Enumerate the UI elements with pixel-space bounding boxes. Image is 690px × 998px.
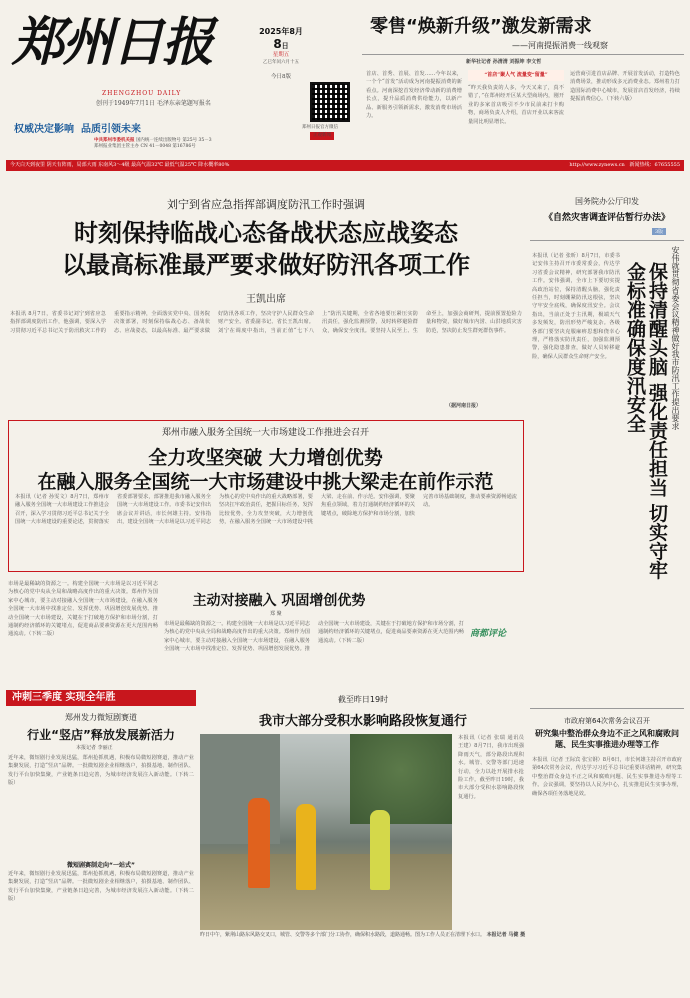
weather-strip [6, 160, 684, 171]
worker-figure-3 [370, 810, 390, 890]
cn-number: CN 41－0048 [140, 144, 171, 149]
top-story-subtitle: ——河南提振消费一线观察 [512, 41, 608, 50]
qr-caption-2: 正观新闻 [310, 132, 334, 140]
sidebar-vertical-title[interactable]: 保持清醒头脑 强化责任担当 切实守牢金标准确保度汛安全 [624, 262, 668, 580]
top-story-byline: 新华社记者 孙清清 刘振坤 李文哲 [466, 59, 542, 65]
founded-text [96, 100, 211, 108]
left-bottom-byline: 本报记者 李丽正 [76, 745, 113, 751]
date-year-month: 2025年8月 [259, 27, 303, 36]
wechat-qr[interactable] [310, 82, 350, 122]
founded-date: 创刊于1949年7月1日 [96, 100, 155, 107]
top-story-box: “首店”聚人气 流量变“留量” [468, 70, 564, 81]
qr-caption: 郑州日报官方微信 [302, 125, 338, 130]
website-link[interactable]: http://www.zynews.cn [569, 162, 625, 168]
story-2-kicker: 郑州市融入服务全国统一大市场建设工作推进会召开 [161, 428, 369, 438]
story-1-title-1[interactable]: 时刻保持临战心态备战状态应战姿态 [74, 219, 458, 247]
slogan-left: 权威决定影响 [14, 124, 74, 135]
story-2-box [8, 420, 524, 572]
divider [362, 54, 684, 55]
left-bottom-banner: 冲刺三季度 实现全年胜 [6, 690, 196, 706]
editorial-title[interactable]: 主动对接融入 巩固增创优势 [192, 593, 366, 609]
date-day: 8日 [273, 37, 289, 51]
photo-water [200, 854, 452, 930]
cn-label: 国内统一连续出版物号 [135, 138, 181, 143]
slogan-right: 品质引领未来 [80, 124, 141, 135]
photo-story-body: 本报讯（记者 张瑞 通讯员 王建）8月7日，我市出现强降雨天气，部分路段出现积水。城管、交警等部门迅速行动，全力以赴开展排水抢险工作。截至昨日19时，我市大部分受积水影响路段恢复通行。 [458, 735, 524, 800]
left-bottom-sub: 微短剧赛制走向“一站式” [67, 862, 135, 869]
issue-no-2: 第16786号 [172, 144, 196, 149]
story-1-body: 本报讯 8月7日，省委书记刘宁到省应急指挥部调度防汛工作，他强调，要深入学习贯彻习近平总书记关于防汛救灾工作的重要指示精神，全面落实党中央、国务院决策部署，时刻保持临战心态、备战状态、应战姿态，以最高标准、最严要求做好防汛各项工作，坚决守护人民群众生命财产安全。省委副书记、省长王凯出席。刘宁在调度中指出，当前正值“七下八上”防汛关键期，全省各地要压紧压实防汛责任，强化监测预警，及时转移避险群众，确保安全度汛。要坚持人民至上、生命至上，加强会商研判，提前预置抢险力量和物资，做好城市内涝、山洪地质灾害防范，坚决防止发生群死群伤事件。 [10, 311, 522, 334]
top-story-title[interactable]: 零售“焕新升级”激发新需求 [370, 16, 592, 37]
top-story [362, 6, 684, 156]
left-bottom-body: 近年来，微短剧行业发展迅猛，郑州抢抓机遇，积极布局微短剧赛道，推动产业集聚发展，打造“竖店”品牌。一批微短剧企业相继落户，拍摄基地、制作团队、发行平台加快集聚，产业链条日趋完善，为城市经济发展注入新动能。（下转二版） [8, 755, 194, 787]
editorial-body-left: 市场是最稀缺的资源之一。构建全国统一大市场是以习近平同志为核心的党中央从全局和战略高度作出的重大决策。郑州作为国家中心城市，要主动对接融入全国统一大市场建设，在融入服务全国统一大市场中找准定位、发挥优势、巩固增创发展优势。推动全国统一大市场建设，关键在于打破地方保护和市场分割，打通制约经济循环的关键堵点，促进商品要素资源在更大范围内畅通流动。（下转二版） [8, 581, 158, 638]
editorial-label: 商都评论 [470, 629, 507, 639]
page-count: 今日8版 [271, 74, 291, 80]
photo-story-title[interactable]: 我市大部分受积水影响路段恢复通行 [258, 714, 467, 729]
photographer: 本报记者 马健 摄 [486, 932, 526, 938]
editorial-body-right: 市场是最稀缺的资源之一。构建全国统一大市场是以习近平同志为核心的党中央从全局和战略高度作出的重大决策。郑州作为国家中心城市，要主动对接融入全国统一大市场建设，在融入服务全国统一大市场中找准定位、发挥优势、巩固增创发展优势。推动全国统一大市场建设，关键在于打破地方保护和市场分割，打通制约经济循环的关键堵点，促进商品要素资源在更大范围内畅通流动。（下转二版） [164, 621, 464, 653]
sidebar-top-title[interactable]: 《自然灾害调查评估暂行办法》 [543, 213, 670, 223]
masthead-date-block [246, 26, 316, 81]
masthead-title: 郑州日报 [12, 12, 213, 73]
left-bottom-story [6, 690, 196, 958]
left-bottom-body-2: 近年来，微短剧行业发展迅猛，郑州抢抓机遇，积极布局微短剧赛道，推动产业集聚发展，打造“竖店”品牌。一批微短剧企业相继落户，拍摄基地、制作团队、发行平台加快集聚，产业链条日趋完善，为城市经济发展注入新动能。（下转二版） [8, 871, 194, 903]
photo-tree [350, 734, 452, 824]
sidebar-lower-kicker: 市政府第64次常务会议召开 [564, 717, 650, 725]
worker-figure-1 [248, 798, 270, 888]
weekday: 星期五 [272, 52, 290, 58]
story-2-title-1[interactable]: 全力攻坚突破 大力增创优势 [148, 447, 383, 469]
sidebar-top-tag[interactable]: 3版 [652, 228, 666, 235]
story-1-continued: （据河南日报） [446, 403, 482, 409]
story-1 [6, 176, 526, 414]
masthead-info [94, 138, 294, 150]
masthead [6, 6, 356, 156]
news-hotline: 新闻热线：67655555 [629, 162, 680, 168]
issue-no: 第25号 35－3 [182, 138, 212, 143]
lunar-date: 乙巳年闰六月十五 [263, 60, 299, 65]
masthead-subtitle-en: ZHENGZHOU DAILY [102, 90, 182, 97]
photo-story [200, 690, 526, 958]
editorial [8, 576, 526, 676]
sidebar-lower-body: 本报讯（记者 王际宾 张宝钢）8月6日，市长何雄主持召开市政府第64次常务会议，传达学习习近平总书记重要讲话精神，研究集中整治群众身边不正之风和腐败问题、民生实事推进办理等工作。会议强调，要坚持以人民为中心，扎实推进民生实事办理，确保各项任务落地见效。 [532, 757, 682, 797]
photo-story-kicker: 截至昨日19时 [337, 695, 389, 704]
story-1-kicker: 刘宁到省应急指挥部调度防汛工作时强调 [167, 198, 365, 211]
story-1-sub: 王凯出席 [246, 294, 286, 305]
sidebar-lower-title[interactable]: 研究集中整治群众身边不正之风和腐败问题、民生实事推进办理等工作 [535, 729, 679, 749]
story-2-title-2[interactable]: 在融入服务全国统一大市场建设中挑大梁走在前作示范 [37, 471, 494, 493]
photo-caption-text: 昨日中午，紫荆山路东风路交叉口，城管、交警等多个部门分工协作，确保积水路段，道路通畅。图为工作人员正在清理下水口。 [200, 932, 486, 938]
weather-text: 今天白天到夜里 阴天有阵雨，局部大雨 东南风3～4级 最高气温32℃ 最低气温25℃ 降水概率80% [10, 162, 230, 168]
sidebar-body: 本报讯（记者 张昕）8月7日，市委书记安伟主持召开市委常委会，传达学习省委会议精神，研究部署我市防汛工作。安伟强调，全市上下要切实提高政治站位，保持清醒头脑，强化责任担当，时刻绷紧防汛这根弦，坚决守牢安全底线，确保度汛安全。会议指出，当前正处于主汛期，极端天气多发频发，防汛形势严峻复杂。各级各部门要坚决克服麻痹思想和侥幸心理，严格落实防汛责任，加强监测预警，强化隐患排查，做好人员转移避险，确保人民群众生命财产安全。 [532, 253, 620, 360]
mao-note: 毛泽东亲笔题写报名 [156, 100, 211, 107]
party-org: 中共郑州市委机关报 [94, 138, 135, 143]
left-bottom-kicker: 郑州发力微短剧赛道 [65, 713, 137, 722]
sidebar-top-kicker: 国务院办公厅印发 [575, 197, 639, 206]
story-1-title-2[interactable]: 以最高标准最严要求做好防汛各项工作 [62, 251, 470, 279]
top-story-body-1: 首店、首秀、首展、首发……今年以来，一个个“首发”活动成为河南提振消费的新看点。河南深挖首发经济带动新的消费增长点，提升品质消费供给能力，以新产品、新服务引领新需求，激发消费市场活力。 [366, 71, 462, 120]
story-2-body: 本报讯（记者 孙雯文）8月7日，郑州市融入服务全国统一大市场建设工作推进会召开，深入学习贯彻习近平总书记关于全国统一大市场建设的重要论述，贯彻落实省委部署要求，部署推进我市融入服务全国统一大市场建设工作。市委书记安伟出席会议并讲话，市长何雄主持。安伟指出，建设全国统一大市场是以习近平同志为核心的党中央作出的重大战略部署，要坚决扛牢政治责任，把握目标任务，发挥比较优势，全力攻坚突破，大力增创优势，在融入服务全国统一大市场建设中挑大梁、走在前、作示范。安伟强调，要聚焦重点领域，着力打通制约经济循环的关键堵点，破除地方保护和市场分割，加快完善市场基础制度，推动要素资源畅通流动。 [15, 494, 517, 526]
worker-figure-2 [296, 804, 316, 890]
top-story-body-2: “昨天我负责的人多，今天又来了，真不错了，”在郑州经开区某大型商场内，刚开业的多家首店吸引不少市民前来打卡购物，商场负责人介绍，首店开业以来客流量同比明显增长。 [468, 85, 564, 125]
top-story-body-3: 运营商引进首店品牌、开展首发活动，打造特色消费场景，推动形成多元消费业态。郑州着力打造国际消费中心城市，发展首店首发经济，持续提振消费信心。（下转六版） [570, 71, 680, 103]
left-bottom-title[interactable]: 行业“竖店”释放发展新活力 [27, 728, 175, 742]
sidebar-divider-2 [530, 708, 684, 709]
sponsor: 郑州报业集团主管主办 [94, 144, 139, 149]
photo-caption [200, 932, 526, 939]
editorial-byline: 郑 聚 [270, 611, 282, 617]
flood-photo [200, 734, 452, 930]
sidebar-divider-1 [530, 240, 684, 241]
sidebar-vertical-kicker: 安伟就贯彻省委会议精神做好我市防汛工作提出要求 [671, 246, 680, 430]
masthead-slogan [14, 120, 141, 135]
sidebar [530, 176, 684, 956]
